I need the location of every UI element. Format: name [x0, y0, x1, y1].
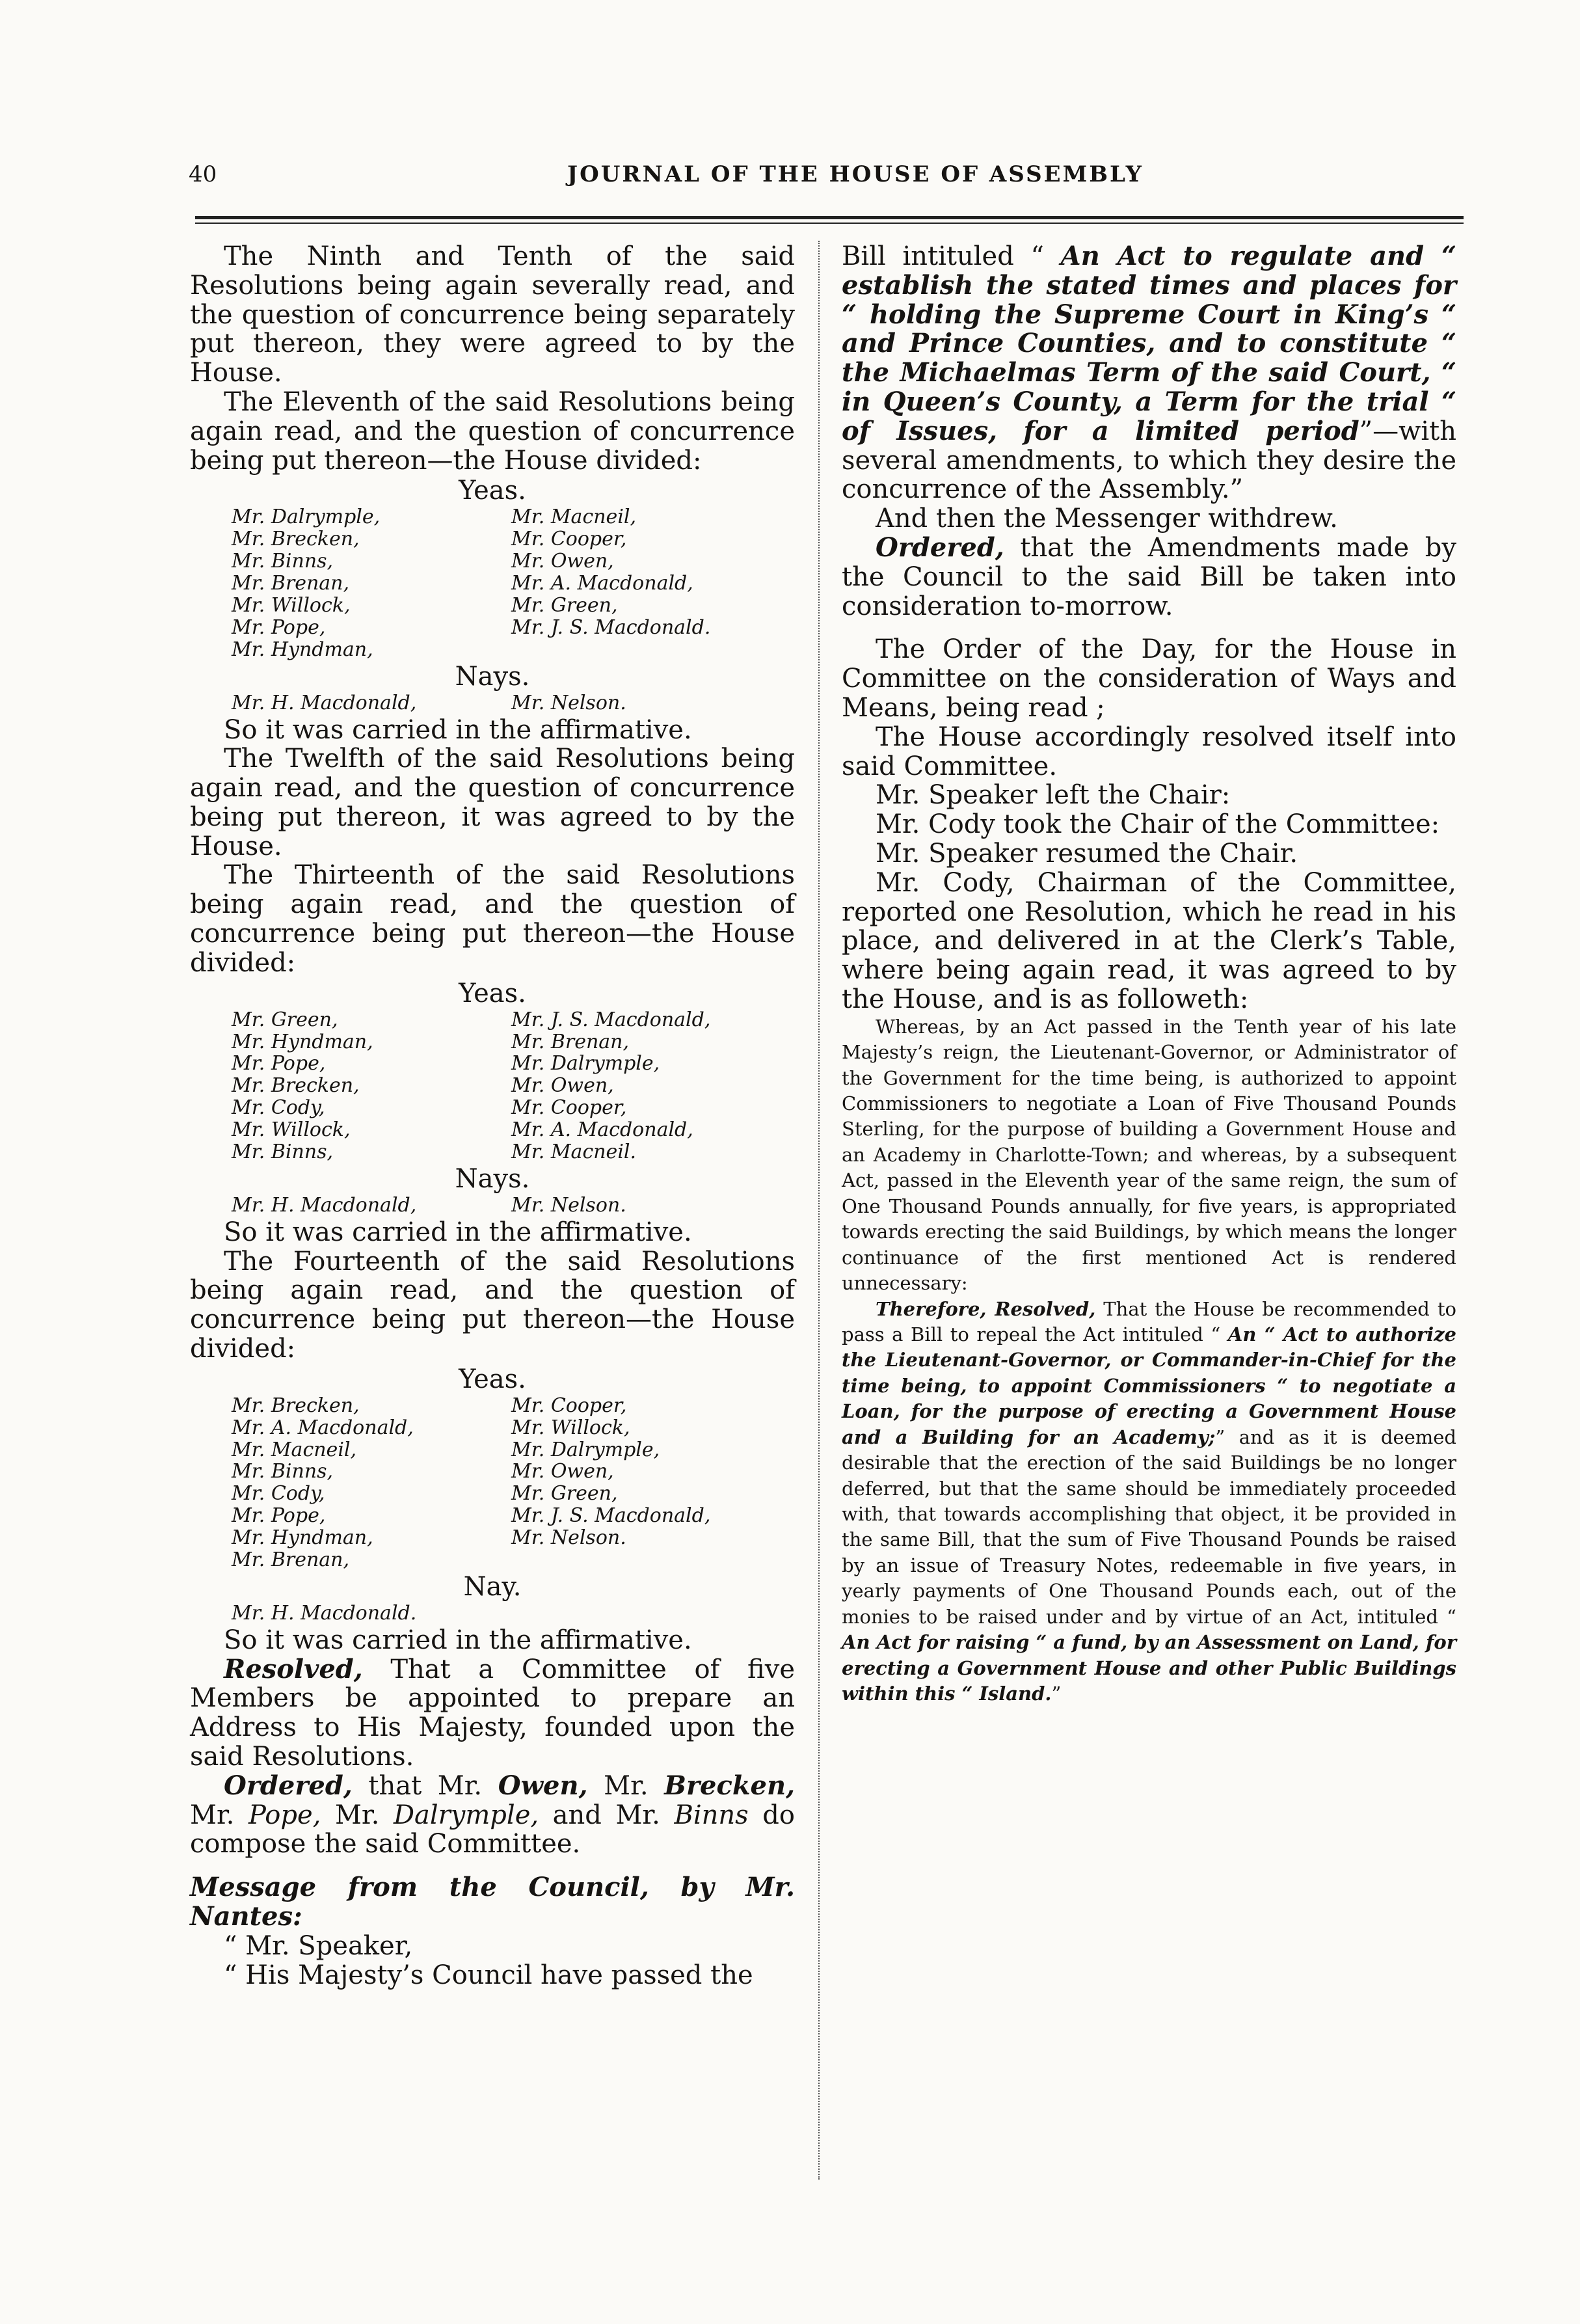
member-name: Mr. Hyndman,: [232, 638, 373, 661]
nays-label: Nays.: [455, 1163, 530, 1194]
ordered-text: Mr.: [190, 1800, 248, 1830]
member-name: Mr. J. S. Macdonald.: [511, 615, 711, 639]
member-name: Mr. Brenan,: [232, 572, 350, 595]
member-pope: Pope,: [248, 1800, 321, 1830]
member-name: Mr. Nelson.: [511, 1526, 626, 1550]
running-title: JOURNAL OF THE HOUSE OF ASSEMBLY: [567, 161, 1144, 187]
yeas-list: [190, 1395, 795, 1571]
header-rule: [195, 216, 1464, 219]
nays-label: Nays.: [455, 661, 530, 692]
header-rule-thin: [195, 223, 1464, 224]
bill-title: An Act to regulate and “ establish the stated times and places for “ holding the Supreme Court in King’s “ and Prince Counties, and to constitute “ the Michaelmas Term of the said Court, “ in Queen’s County, a Term for the trial “ of Issues, for a limited period: [842, 241, 1456, 446]
order-of-day: The Order of the Day, for the House in Committee on the consideration of Ways and Means, being read ;: [842, 634, 1456, 723]
ordered-text: that the Amendments made by the Council to the said Bill be taken into consideration to-morrow.: [842, 532, 1456, 621]
member-name: Mr. Hyndman,: [232, 1526, 373, 1550]
act-title: An Act for raising “ a fund, by an Assessment on Land, for erecting a Government House and other Public Buildings within this “ Island.: [842, 1631, 1456, 1705]
member-name: Mr. Brenan,: [511, 1030, 630, 1053]
member-name: Mr. H. Macdonald.: [232, 1601, 417, 1625]
member-name: Mr. Nelson.: [511, 691, 626, 714]
resolution-text: ” and as it is deemed desirable that the erection of the said Buildings be no longer deferred, but that the same should be immediately proceeded with, that towards accomplishing that object, it be provided in the same Bill, that the sum of Five Thousand Pounds be raised by an issue of Treasury Notes, redeemable in five years, in yearly payments of One Thousand Pounds each, out of the monies to be raised under and by virtue of an Act, intituled “: [842, 1425, 1456, 1628]
member-name: Mr. Brecken,: [232, 1074, 360, 1098]
member-name: Mr. Green,: [232, 1008, 338, 1031]
member-name: Mr. Owen,: [511, 1460, 614, 1483]
member-name: Mr. Hyndman,: [232, 1030, 373, 1053]
paragraph-eleventh: The Eleventh of the said Resolutions being again read, and the question of concurrence being put thereon—the House divided:: [190, 386, 795, 476]
resolved-label: Resolved,: [224, 1653, 363, 1684]
ordered-amendments: [842, 534, 1456, 621]
nays-list: [190, 1602, 795, 1625]
nays-label: Nay.: [463, 1571, 522, 1602]
speaker-left: Mr. Speaker left the Chair:: [876, 780, 1231, 811]
member-name: Mr. Dalrymple,: [511, 1438, 660, 1461]
affirmative-note: So it was carried in the affirmative.: [224, 1217, 692, 1247]
member-name: Mr. Brecken,: [232, 528, 360, 551]
page-number: 40: [189, 161, 217, 187]
left-column: [190, 242, 795, 1990]
member-name: Mr. Macneil,: [511, 506, 637, 529]
member-name: Mr. Pope,: [232, 1504, 326, 1528]
member-name: Mr. Cooper,: [511, 1394, 627, 1417]
ordered-text: Mr.: [587, 1770, 665, 1801]
ordered-paragraph: [190, 1772, 795, 1859]
yeas-label: Yeas.: [459, 1364, 526, 1394]
member-dalrymple: Dalrymple,: [393, 1800, 539, 1830]
act-title: An “ Act to authorize the Lieutenant-Governor, or Commander-in-Chief for the time being, to appoint Commissioners “ to negotiate a Loan, for the purpose of erecting a Government House and a Building for an Academy;: [842, 1323, 1456, 1448]
ordered-text: Mr.: [321, 1800, 394, 1830]
affirmative-note: So it was carried in the affirmative.: [224, 714, 692, 745]
cody-took-chair: Mr. Cody took the Chair of the Committee:: [876, 809, 1440, 840]
member-name: [511, 639, 784, 661]
member-name: Mr. Brenan,: [232, 1548, 350, 1572]
member-name: Mr. Binns,: [232, 550, 334, 573]
member-name: Mr. J. S. Macdonald,: [511, 1504, 711, 1528]
member-name: Mr. Pope,: [232, 615, 326, 639]
member-name: [511, 1549, 784, 1571]
resolution-therefore: [842, 1297, 1456, 1707]
paragraph-thirteenth: The Thirteenth of the said Resolutions being again read, and the question of concurrence being put thereon—the House divided:: [190, 860, 795, 978]
yeas-label: Yeas.: [459, 476, 526, 506]
right-column: [842, 242, 1456, 1707]
division-fourteenth: [190, 1365, 795, 1625]
message-heading: Message from the Council, by Mr. Nantes:: [190, 1872, 795, 1932]
member-name: Mr. Cooper,: [511, 528, 627, 551]
bill-text: Bill intituled “: [842, 241, 1061, 271]
member-name: Mr. Willock,: [232, 593, 351, 617]
member-name: Mr. Willock,: [232, 1118, 351, 1142]
paragraph-ninth-tenth: The Ninth and Tenth of the said Resolutions being again severally read, and the question of concurrence being separately put thereon, they were agreed to by the House.: [190, 241, 795, 388]
division-thirteenth: [190, 979, 795, 1217]
member-name: Mr. H. Macdonald,: [232, 1193, 417, 1217]
member-owen: Owen,: [498, 1770, 588, 1801]
column-divider: [818, 241, 820, 2180]
yeas-label: Yeas.: [459, 978, 526, 1008]
member-binns: Binns: [674, 1800, 749, 1830]
division-eleventh: [190, 476, 795, 714]
speaker-resumed: Mr. Speaker resumed the Chair.: [876, 838, 1298, 869]
member-name: Mr. Macneil,: [232, 1438, 357, 1461]
messenger-withdrew: And then the Messenger withdrew.: [876, 504, 1338, 534]
nays-list: [190, 1195, 795, 1217]
ordered-label: Ordered,: [876, 532, 1004, 563]
message-text: “ His Majesty’s Council have passed the: [224, 1960, 753, 1990]
member-name: Mr. Brecken,: [232, 1394, 360, 1417]
member-name: Mr. Willock,: [511, 1416, 630, 1439]
paragraph-twelfth: The Twelfth of the said Resolutions being again read, and the question of concurrence being put thereon, it was agreed to by the House.: [190, 744, 795, 861]
member-name: Mr. Binns,: [232, 1460, 334, 1483]
resolution-text: That the House be recommended to pass a Bill to repeal the Act intituled “: [842, 1297, 1456, 1345]
house-resolved: The House accordingly resolved itself into said Committee.: [842, 722, 1456, 781]
member-name: Mr. Dalrymple,: [232, 506, 381, 529]
resolved-text: That a Committee of five Members be appointed to prepare an Address to His Majesty, founded upon the said Resolutions.: [190, 1654, 795, 1772]
member-name: Mr. Green,: [511, 1482, 618, 1506]
member-name: Mr. Dalrymple,: [511, 1052, 660, 1075]
ordered-text: do compose the said Committee.: [190, 1800, 795, 1859]
ordered-text: and Mr.: [539, 1800, 675, 1830]
member-name: Mr. Macneil.: [511, 1141, 637, 1164]
member-name: Mr. J. S. Macdonald,: [511, 1008, 711, 1031]
member-name: Mr. H. Macdonald,: [232, 691, 417, 714]
member-name: Mr. A. Macdonald,: [232, 1416, 414, 1439]
page-header: [189, 161, 1457, 200]
member-name: Mr. Owen,: [511, 1074, 614, 1098]
member-name: Mr. Owen,: [511, 550, 614, 573]
yeas-list: [190, 1009, 795, 1163]
member-name: Mr. Cody,: [232, 1096, 325, 1120]
cody-reported: Mr. Cody, Chairman of the Committee, reported one Resolution, which he read in his place, and delivered in at the Clerk’s Table, where being again read, it was agreed to by the House, and is as followeth:: [842, 867, 1456, 1014]
therefore-label: Therefore, Resolved,: [876, 1297, 1096, 1320]
bill-paragraph: [842, 242, 1456, 504]
member-name: Mr. A. Macdonald,: [511, 572, 693, 595]
member-name: Mr. Pope,: [232, 1052, 326, 1075]
resolution-text: ”: [1051, 1682, 1062, 1705]
resolved-paragraph: [190, 1655, 795, 1772]
ordered-text: that Mr.: [352, 1770, 498, 1801]
bill-text: ”—with several amendments, to which they desire the concurrence of the Assembly.”: [842, 416, 1456, 505]
message-salutation: “ Mr. Speaker,: [224, 1930, 413, 1961]
member-name: Mr. Binns,: [232, 1141, 334, 1164]
paragraph-fourteenth: The Fourteenth of the said Resolutions being again read, and the question of concurrence being put thereon—the House divided:: [190, 1246, 795, 1364]
member-name: Mr. Green,: [511, 593, 618, 617]
ordered-label: Ordered,: [224, 1770, 353, 1801]
member-brecken: Brecken,: [664, 1770, 796, 1801]
affirmative-note: So it was carried in the affirmative.: [224, 1625, 692, 1655]
member-name: Mr. Nelson.: [511, 1193, 626, 1217]
yeas-list: [190, 506, 795, 660]
member-name: Mr. A. Macdonald,: [511, 1118, 693, 1142]
member-name: Mr. Cooper,: [511, 1096, 627, 1120]
resolution-whereas: Whereas, by an Act passed in the Tenth year of his late Majesty’s reign, the Lieutenant-Governor, or Administrator of the Government for the time being, is authorized to appoint Commissioners to negotiate a Loan of Five Thousand Pounds Sterling, for the purpose of building a Government House and an Academy in Charlotte-Town; and whereas, by a subsequent Act, passed in the Eleventh year of the same reign, the sum of One Thousand Pounds annually, for five years, is appropriated towards erecting the said Buildings, by which means the longer continuance of the first mentioned Act is rendered unnecessary:: [842, 1015, 1456, 1295]
nays-list: [190, 692, 795, 714]
member-name: Mr. Cody,: [232, 1482, 325, 1506]
